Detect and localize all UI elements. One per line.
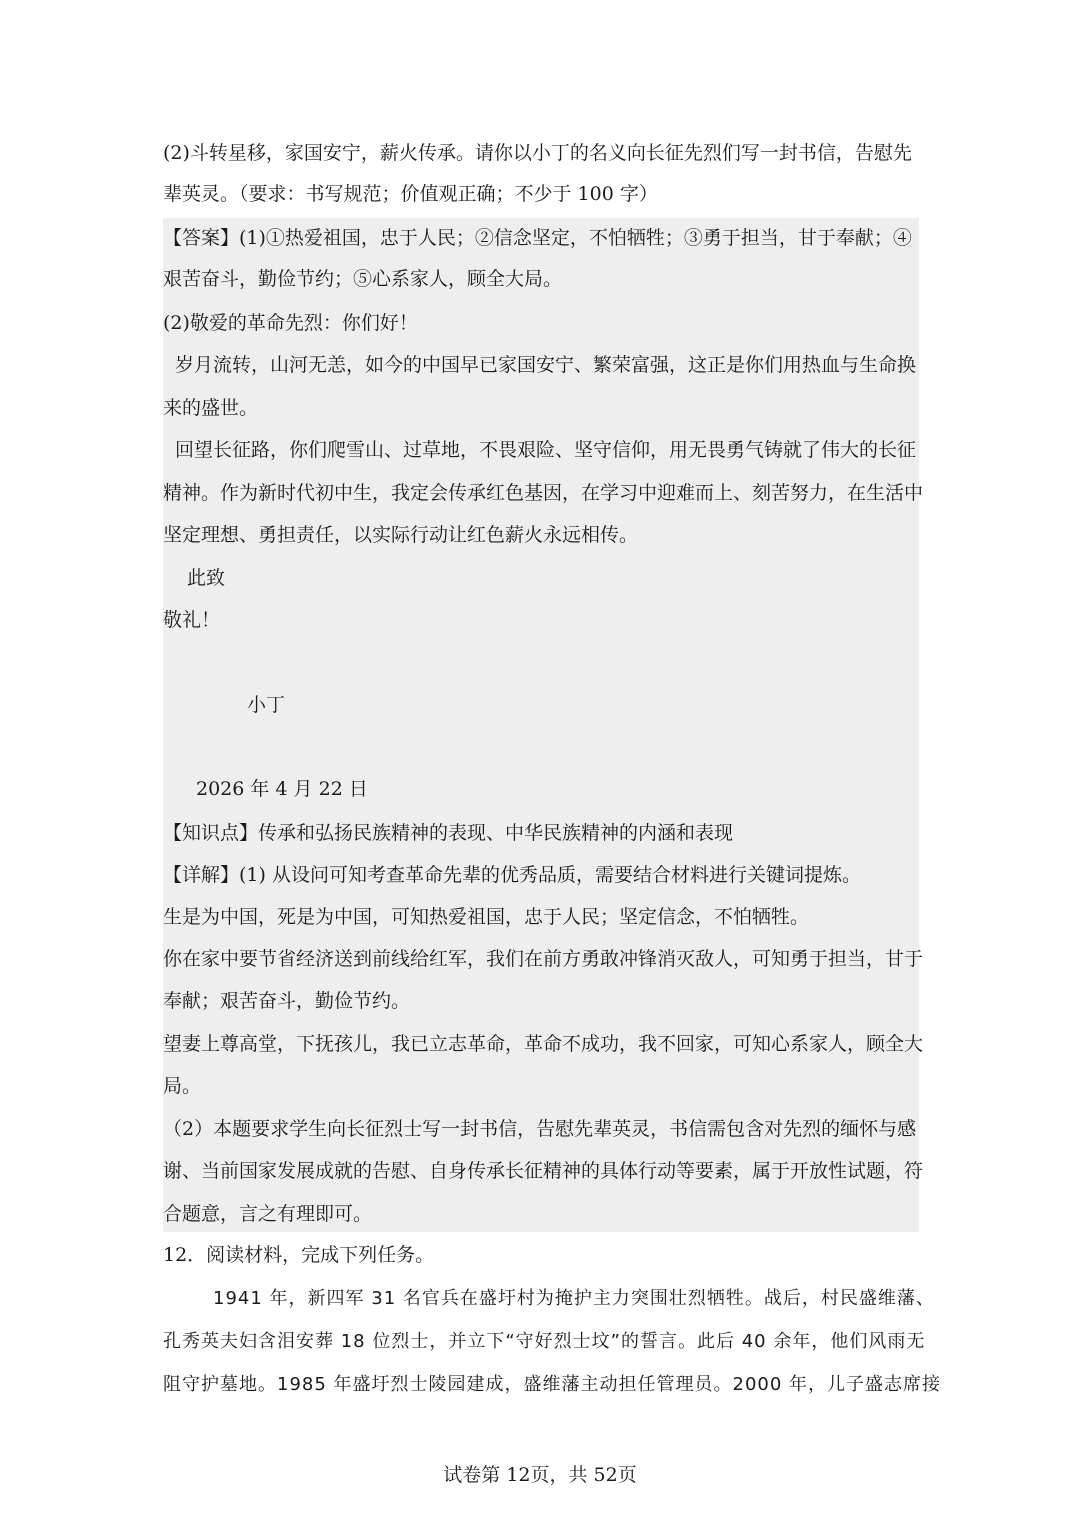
explanation-part2-line-3: 合题意，言之有理即可。	[163, 1203, 373, 1225]
letter-signature: 小丁	[247, 694, 286, 716]
letter-date: 2026 年 4 月 22 日	[196, 778, 368, 800]
question-part2-line-2: 辈英灵。（要求：书写规范；价值观正确；不少于 100 字）	[163, 183, 658, 205]
letter-paragraph-1-line-1: 岁月流转，山河无恙，如今的中国早已家国安宁、繁荣富强，这正是你们用热血与生命换	[175, 354, 917, 376]
explanation-line-3b: 局。	[163, 1075, 202, 1097]
letter-greeting: (2)敬爱的革命先烈：你们好！	[163, 312, 418, 334]
knowledge-point: 【知识点】传承和弘扬民族精神的表现、中华民族精神的内涵和表现	[163, 822, 734, 844]
question-12-stem: 12．阅读材料，完成下列任务。	[163, 1244, 435, 1266]
letter-paragraph-2-line-2: 精神。作为新时代初中生，我定会传承红色基因，在学习中迎难而上、刻苦努力，在生活中	[163, 482, 924, 504]
explanation-line-1: 生是为中国，死是为中国，可知热爱祖国，忠于人民；坚定信念，不怕牺牲。	[163, 906, 810, 928]
question-part2-line-1: (2)斗转星移，家国安宁，薪火传承。请你以小丁的名义向长征先烈们写一封书信，告慰先	[163, 142, 912, 164]
letter-closing-1: 此致	[187, 567, 226, 589]
letter-paragraph-2-line-1: 回望长征路，你们爬雪山、过草地，不畏艰险、坚守信仰，用无畏勇气铸就了伟大的长征	[175, 439, 917, 461]
letter-paragraph-1-line-2: 来的盛世。	[163, 397, 259, 419]
page-footer: 试卷第 12页，共 52页	[443, 1464, 637, 1486]
explanation-line-2a: 你在家中要节省经济送到前线给红军，我们在前方勇敢冲锋消灭敌人，可知勇于担当，甘于	[163, 948, 924, 970]
question-12-material-line-3: 阻守护墓地。1985 年盛圩烈士陵园建成，盛维藩主动担任管理员。2000 年，儿子盛志席接	[163, 1374, 942, 1395]
answer-part1-line-2: 艰苦奋斗，勤俭节约；⑤心系家人，顾全大局。	[163, 268, 563, 290]
answer-part1-line-1: 【答案】(1)①热爱祖国，忠于人民；②信念坚定，不怕牺牲；③勇于担当，甘于奉献；④	[163, 227, 912, 249]
explanation-line-2b: 奉献；艰苦奋斗，勤俭节约。	[163, 990, 411, 1012]
explanation-part2-line-1: （2）本题要求学生向长征烈士写一封书信，告慰先辈英灵，书信需包含对先烈的缅怀与感	[163, 1118, 917, 1140]
question-12-material-line-2: 孔秀英夫妇含泪安葬 18 位烈士，并立下“守好烈士坟”的誓言。此后 40 余年，他们风雨无	[163, 1331, 926, 1352]
explanation-intro: 【详解】(1) 从设问可知考查革命先辈的优秀品质，需要结合材料进行关键词提炼。	[163, 864, 861, 886]
explanation-line-3a: 望妻上尊高堂，下抚孩儿，我已立志革命，革命不成功，我不回家，可知心系家人，顾全大	[163, 1033, 924, 1055]
letter-closing-2: 敬礼！	[163, 609, 221, 631]
letter-paragraph-2-line-3: 坚定理想、勇担责任，以实际行动让红色薪火永远相传。	[163, 524, 639, 546]
explanation-part2-line-2: 谢、当前国家发展成就的告慰、自身传承长征精神的具体行动等要素，属于开放性试题，符	[163, 1160, 924, 1182]
question-12-material-line-1: 1941 年，新四军 31 名官兵在盛圩村为掩护主力突围壮烈牺牲。战后，村民盛维藩、	[213, 1288, 935, 1309]
